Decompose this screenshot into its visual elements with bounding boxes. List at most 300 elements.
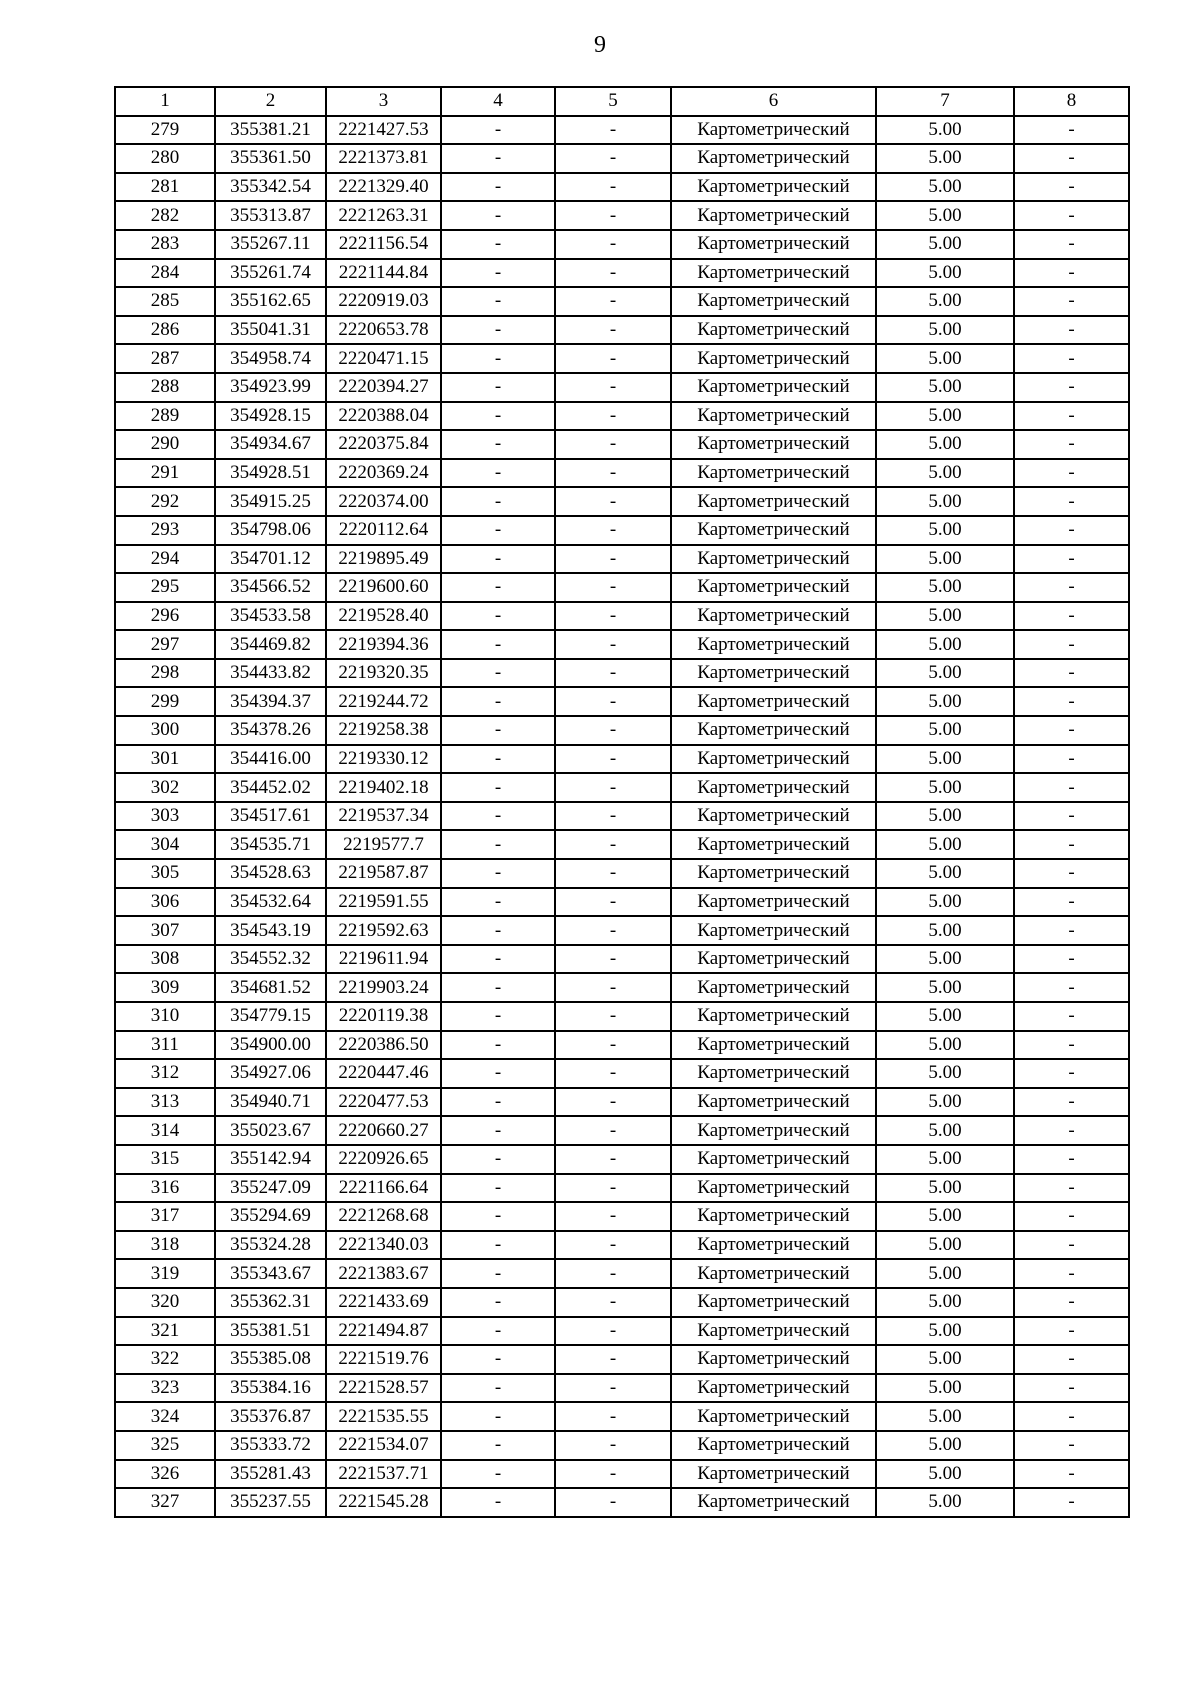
cell-y-coordinate: 2220119.38 bbox=[326, 1002, 441, 1031]
cell-method: Картометрический bbox=[671, 1002, 876, 1031]
cell-x-coordinate: 354433.82 bbox=[215, 659, 326, 688]
cell-y-coordinate: 2221433.69 bbox=[326, 1288, 441, 1317]
cell-col-5: - bbox=[555, 1202, 671, 1231]
cell-point-number: 295 bbox=[115, 573, 215, 602]
cell-col-4: - bbox=[441, 1402, 555, 1431]
cell-col-4: - bbox=[441, 259, 555, 288]
table-row bbox=[115, 630, 1129, 659]
cell-method: Картометрический bbox=[671, 173, 876, 202]
cell-y-coordinate: 2220471.15 bbox=[326, 344, 441, 373]
cell-col-8: - bbox=[1014, 602, 1129, 631]
cell-col-8: - bbox=[1014, 201, 1129, 230]
cell-accuracy: 5.00 bbox=[876, 144, 1014, 173]
cell-accuracy: 5.00 bbox=[876, 459, 1014, 488]
cell-x-coordinate: 355342.54 bbox=[215, 173, 326, 202]
cell-method: Картометрический bbox=[671, 116, 876, 145]
cell-x-coordinate: 355247.09 bbox=[215, 1174, 326, 1203]
cell-col-8: - bbox=[1014, 802, 1129, 831]
cell-point-number: 285 bbox=[115, 287, 215, 316]
cell-col-8: - bbox=[1014, 1231, 1129, 1260]
cell-accuracy: 5.00 bbox=[876, 973, 1014, 1002]
table-row bbox=[115, 916, 1129, 945]
cell-col-8: - bbox=[1014, 888, 1129, 917]
cell-accuracy: 5.00 bbox=[876, 316, 1014, 345]
cell-y-coordinate: 2219600.60 bbox=[326, 573, 441, 602]
cell-col-8: - bbox=[1014, 1317, 1129, 1346]
cell-x-coordinate: 355281.43 bbox=[215, 1460, 326, 1489]
cell-y-coordinate: 2221268.68 bbox=[326, 1202, 441, 1231]
cell-col-5: - bbox=[555, 1288, 671, 1317]
cell-x-coordinate: 355333.72 bbox=[215, 1431, 326, 1460]
cell-accuracy: 5.00 bbox=[876, 716, 1014, 745]
cell-col-8: - bbox=[1014, 116, 1129, 145]
cell-point-number: 299 bbox=[115, 687, 215, 716]
cell-point-number: 324 bbox=[115, 1402, 215, 1431]
cell-col-5: - bbox=[555, 1374, 671, 1403]
cell-col-8: - bbox=[1014, 287, 1129, 316]
cell-x-coordinate: 355237.55 bbox=[215, 1488, 326, 1517]
cell-col-4: - bbox=[441, 287, 555, 316]
cell-col-5: - bbox=[555, 659, 671, 688]
cell-col-4: - bbox=[441, 716, 555, 745]
cell-col-8: - bbox=[1014, 1145, 1129, 1174]
cell-x-coordinate: 355343.67 bbox=[215, 1259, 326, 1288]
cell-x-coordinate: 354416.00 bbox=[215, 745, 326, 774]
cell-method: Картометрический bbox=[671, 602, 876, 631]
cell-col-5: - bbox=[555, 1059, 671, 1088]
cell-point-number: 327 bbox=[115, 1488, 215, 1517]
coordinates-table bbox=[114, 86, 1130, 1518]
cell-col-8: - bbox=[1014, 916, 1129, 945]
cell-y-coordinate: 2221156.54 bbox=[326, 230, 441, 259]
cell-point-number: 317 bbox=[115, 1202, 215, 1231]
cell-x-coordinate: 355361.50 bbox=[215, 144, 326, 173]
cell-x-coordinate: 354552.32 bbox=[215, 945, 326, 974]
cell-col-5: - bbox=[555, 602, 671, 631]
cell-y-coordinate: 2219592.63 bbox=[326, 916, 441, 945]
cell-method: Картометрический bbox=[671, 802, 876, 831]
cell-y-coordinate: 2221383.67 bbox=[326, 1259, 441, 1288]
cell-y-coordinate: 2221263.31 bbox=[326, 201, 441, 230]
cell-x-coordinate: 355267.11 bbox=[215, 230, 326, 259]
cell-col-4: - bbox=[441, 1059, 555, 1088]
cell-col-4: - bbox=[441, 630, 555, 659]
column-header-2: 2 bbox=[215, 87, 326, 116]
cell-col-4: - bbox=[441, 802, 555, 831]
table-row bbox=[115, 1145, 1129, 1174]
cell-col-4: - bbox=[441, 1288, 555, 1317]
cell-col-5: - bbox=[555, 459, 671, 488]
cell-y-coordinate: 2221519.76 bbox=[326, 1345, 441, 1374]
cell-col-4: - bbox=[441, 1460, 555, 1489]
cell-col-8: - bbox=[1014, 545, 1129, 574]
cell-accuracy: 5.00 bbox=[876, 773, 1014, 802]
table-row bbox=[115, 373, 1129, 402]
cell-x-coordinate: 355381.51 bbox=[215, 1317, 326, 1346]
cell-method: Картометрический bbox=[671, 1174, 876, 1203]
cell-method: Картометрический bbox=[671, 1116, 876, 1145]
cell-method: Картометрический bbox=[671, 916, 876, 945]
cell-y-coordinate: 2220369.24 bbox=[326, 459, 441, 488]
cell-col-4: - bbox=[441, 945, 555, 974]
table-row bbox=[115, 1059, 1129, 1088]
cell-col-5: - bbox=[555, 230, 671, 259]
table-row bbox=[115, 716, 1129, 745]
cell-y-coordinate: 2221545.28 bbox=[326, 1488, 441, 1517]
table-row bbox=[115, 459, 1129, 488]
cell-col-4: - bbox=[441, 430, 555, 459]
cell-y-coordinate: 2220477.53 bbox=[326, 1088, 441, 1117]
cell-method: Картометрический bbox=[671, 745, 876, 774]
cell-col-5: - bbox=[555, 287, 671, 316]
table-row bbox=[115, 287, 1129, 316]
cell-point-number: 280 bbox=[115, 144, 215, 173]
table-row bbox=[115, 1116, 1129, 1145]
table-row bbox=[115, 687, 1129, 716]
cell-col-8: - bbox=[1014, 459, 1129, 488]
cell-col-5: - bbox=[555, 116, 671, 145]
cell-accuracy: 5.00 bbox=[876, 402, 1014, 431]
cell-x-coordinate: 354915.25 bbox=[215, 487, 326, 516]
cell-method: Картометрический bbox=[671, 888, 876, 917]
cell-accuracy: 5.00 bbox=[876, 201, 1014, 230]
cell-col-4: - bbox=[441, 402, 555, 431]
cell-col-8: - bbox=[1014, 344, 1129, 373]
cell-accuracy: 5.00 bbox=[876, 173, 1014, 202]
cell-method: Картометрический bbox=[671, 1288, 876, 1317]
cell-x-coordinate: 354394.37 bbox=[215, 687, 326, 716]
cell-method: Картометрический bbox=[671, 259, 876, 288]
cell-point-number: 297 bbox=[115, 630, 215, 659]
cell-point-number: 323 bbox=[115, 1374, 215, 1403]
table-row bbox=[115, 1431, 1129, 1460]
cell-accuracy: 5.00 bbox=[876, 1402, 1014, 1431]
cell-y-coordinate: 2220447.46 bbox=[326, 1059, 441, 1088]
cell-point-number: 283 bbox=[115, 230, 215, 259]
cell-method: Картометрический bbox=[671, 545, 876, 574]
cell-point-number: 307 bbox=[115, 916, 215, 945]
cell-method: Картометрический bbox=[671, 630, 876, 659]
cell-point-number: 300 bbox=[115, 716, 215, 745]
cell-method: Картометрический bbox=[671, 773, 876, 802]
cell-y-coordinate: 2221528.57 bbox=[326, 1374, 441, 1403]
cell-col-5: - bbox=[555, 1088, 671, 1117]
cell-accuracy: 5.00 bbox=[876, 1259, 1014, 1288]
cell-x-coordinate: 354779.15 bbox=[215, 1002, 326, 1031]
cell-x-coordinate: 354452.02 bbox=[215, 773, 326, 802]
cell-col-4: - bbox=[441, 1259, 555, 1288]
cell-method: Картометрический bbox=[671, 573, 876, 602]
cell-method: Картометрический bbox=[671, 973, 876, 1002]
table-row bbox=[115, 259, 1129, 288]
cell-method: Картометрический bbox=[671, 1202, 876, 1231]
cell-col-5: - bbox=[555, 173, 671, 202]
cell-point-number: 305 bbox=[115, 859, 215, 888]
cell-method: Картометрический bbox=[671, 144, 876, 173]
cell-y-coordinate: 2221373.81 bbox=[326, 144, 441, 173]
table-row bbox=[115, 487, 1129, 516]
cell-col-8: - bbox=[1014, 973, 1129, 1002]
cell-point-number: 312 bbox=[115, 1059, 215, 1088]
cell-col-8: - bbox=[1014, 630, 1129, 659]
table-row bbox=[115, 1317, 1129, 1346]
cell-point-number: 315 bbox=[115, 1145, 215, 1174]
cell-method: Картометрический bbox=[671, 373, 876, 402]
cell-point-number: 290 bbox=[115, 430, 215, 459]
table-row bbox=[115, 1259, 1129, 1288]
cell-accuracy: 5.00 bbox=[876, 1031, 1014, 1060]
cell-accuracy: 5.00 bbox=[876, 802, 1014, 831]
cell-point-number: 279 bbox=[115, 116, 215, 145]
table-row bbox=[115, 859, 1129, 888]
cell-col-8: - bbox=[1014, 1174, 1129, 1203]
cell-col-8: - bbox=[1014, 573, 1129, 602]
cell-col-4: - bbox=[441, 316, 555, 345]
cell-col-8: - bbox=[1014, 1288, 1129, 1317]
cell-col-5: - bbox=[555, 1031, 671, 1060]
cell-accuracy: 5.00 bbox=[876, 1145, 1014, 1174]
cell-col-8: - bbox=[1014, 259, 1129, 288]
cell-col-5: - bbox=[555, 1002, 671, 1031]
table-row bbox=[115, 144, 1129, 173]
cell-x-coordinate: 354928.15 bbox=[215, 402, 326, 431]
cell-method: Картометрический bbox=[671, 459, 876, 488]
table-row bbox=[115, 1488, 1129, 1517]
cell-accuracy: 5.00 bbox=[876, 1002, 1014, 1031]
cell-point-number: 321 bbox=[115, 1317, 215, 1346]
cell-col-5: - bbox=[555, 773, 671, 802]
cell-point-number: 303 bbox=[115, 802, 215, 831]
cell-col-5: - bbox=[555, 1174, 671, 1203]
table-row bbox=[115, 402, 1129, 431]
cell-accuracy: 5.00 bbox=[876, 1059, 1014, 1088]
table-body bbox=[115, 116, 1129, 1517]
cell-col-4: - bbox=[441, 1145, 555, 1174]
table-row bbox=[115, 1374, 1129, 1403]
cell-accuracy: 5.00 bbox=[876, 1488, 1014, 1517]
cell-col-4: - bbox=[441, 916, 555, 945]
cell-method: Картометрический bbox=[671, 1259, 876, 1288]
cell-col-8: - bbox=[1014, 487, 1129, 516]
cell-y-coordinate: 2220386.50 bbox=[326, 1031, 441, 1060]
cell-x-coordinate: 354928.51 bbox=[215, 459, 326, 488]
cell-x-coordinate: 354528.63 bbox=[215, 859, 326, 888]
cell-method: Картометрический bbox=[671, 1345, 876, 1374]
cell-col-4: - bbox=[441, 373, 555, 402]
cell-col-5: - bbox=[555, 888, 671, 917]
cell-x-coordinate: 354701.12 bbox=[215, 545, 326, 574]
cell-y-coordinate: 2219320.35 bbox=[326, 659, 441, 688]
table-row bbox=[115, 516, 1129, 545]
cell-col-5: - bbox=[555, 516, 671, 545]
cell-accuracy: 5.00 bbox=[876, 259, 1014, 288]
column-header-1: 1 bbox=[115, 87, 215, 116]
cell-accuracy: 5.00 bbox=[876, 659, 1014, 688]
cell-col-5: - bbox=[555, 1116, 671, 1145]
table-row bbox=[115, 888, 1129, 917]
cell-col-8: - bbox=[1014, 1402, 1129, 1431]
cell-y-coordinate: 2219577.7 bbox=[326, 830, 441, 859]
cell-y-coordinate: 2221427.53 bbox=[326, 116, 441, 145]
table-row bbox=[115, 1174, 1129, 1203]
cell-col-8: - bbox=[1014, 773, 1129, 802]
cell-accuracy: 5.00 bbox=[876, 573, 1014, 602]
cell-col-4: - bbox=[441, 888, 555, 917]
cell-x-coordinate: 355376.87 bbox=[215, 1402, 326, 1431]
cell-col-8: - bbox=[1014, 1059, 1129, 1088]
cell-point-number: 308 bbox=[115, 945, 215, 974]
cell-col-8: - bbox=[1014, 659, 1129, 688]
column-header-4: 4 bbox=[441, 87, 555, 116]
cell-x-coordinate: 354798.06 bbox=[215, 516, 326, 545]
cell-col-4: - bbox=[441, 459, 555, 488]
cell-col-8: - bbox=[1014, 1488, 1129, 1517]
table-row bbox=[115, 773, 1129, 802]
cell-point-number: 309 bbox=[115, 973, 215, 1002]
cell-col-4: - bbox=[441, 116, 555, 145]
cell-col-4: - bbox=[441, 1345, 555, 1374]
cell-col-8: - bbox=[1014, 1259, 1129, 1288]
cell-col-4: - bbox=[441, 1431, 555, 1460]
cell-col-4: - bbox=[441, 516, 555, 545]
cell-col-5: - bbox=[555, 1431, 671, 1460]
cell-point-number: 288 bbox=[115, 373, 215, 402]
cell-method: Картометрический bbox=[671, 1031, 876, 1060]
cell-method: Картометрический bbox=[671, 516, 876, 545]
cell-col-4: - bbox=[441, 230, 555, 259]
cell-point-number: 319 bbox=[115, 1259, 215, 1288]
cell-accuracy: 5.00 bbox=[876, 1202, 1014, 1231]
cell-method: Картометрический bbox=[671, 344, 876, 373]
cell-col-5: - bbox=[555, 830, 671, 859]
cell-method: Картометрический bbox=[671, 659, 876, 688]
table-row bbox=[115, 116, 1129, 145]
table-row bbox=[115, 316, 1129, 345]
cell-method: Картометрический bbox=[671, 402, 876, 431]
cell-point-number: 289 bbox=[115, 402, 215, 431]
cell-col-4: - bbox=[441, 144, 555, 173]
cell-accuracy: 5.00 bbox=[876, 859, 1014, 888]
cell-y-coordinate: 2221534.07 bbox=[326, 1431, 441, 1460]
cell-col-8: - bbox=[1014, 402, 1129, 431]
cell-y-coordinate: 2220112.64 bbox=[326, 516, 441, 545]
table-row bbox=[115, 1288, 1129, 1317]
cell-y-coordinate: 2219244.72 bbox=[326, 687, 441, 716]
cell-y-coordinate: 2219587.87 bbox=[326, 859, 441, 888]
cell-method: Картометрический bbox=[671, 230, 876, 259]
cell-col-4: - bbox=[441, 1374, 555, 1403]
cell-y-coordinate: 2219528.40 bbox=[326, 602, 441, 631]
cell-x-coordinate: 354535.71 bbox=[215, 830, 326, 859]
cell-x-coordinate: 354934.67 bbox=[215, 430, 326, 459]
cell-col-4: - bbox=[441, 1088, 555, 1117]
table-row bbox=[115, 659, 1129, 688]
cell-y-coordinate: 2219402.18 bbox=[326, 773, 441, 802]
cell-point-number: 282 bbox=[115, 201, 215, 230]
cell-accuracy: 5.00 bbox=[876, 545, 1014, 574]
cell-accuracy: 5.00 bbox=[876, 1116, 1014, 1145]
cell-method: Картометрический bbox=[671, 1088, 876, 1117]
table-row bbox=[115, 573, 1129, 602]
cell-x-coordinate: 354533.58 bbox=[215, 602, 326, 631]
cell-point-number: 306 bbox=[115, 888, 215, 917]
table-row bbox=[115, 230, 1129, 259]
cell-x-coordinate: 354469.82 bbox=[215, 630, 326, 659]
cell-col-8: - bbox=[1014, 745, 1129, 774]
table-row bbox=[115, 602, 1129, 631]
cell-col-5: - bbox=[555, 687, 671, 716]
cell-y-coordinate: 2219394.36 bbox=[326, 630, 441, 659]
cell-col-4: - bbox=[441, 687, 555, 716]
cell-x-coordinate: 355384.16 bbox=[215, 1374, 326, 1403]
cell-col-4: - bbox=[441, 659, 555, 688]
cell-accuracy: 5.00 bbox=[876, 1374, 1014, 1403]
cell-method: Картометрический bbox=[671, 830, 876, 859]
cell-accuracy: 5.00 bbox=[876, 1317, 1014, 1346]
cell-x-coordinate: 354378.26 bbox=[215, 716, 326, 745]
cell-col-4: - bbox=[441, 1002, 555, 1031]
cell-y-coordinate: 2220653.78 bbox=[326, 316, 441, 345]
table-header-row bbox=[115, 87, 1129, 116]
cell-point-number: 292 bbox=[115, 487, 215, 516]
cell-col-8: - bbox=[1014, 1374, 1129, 1403]
cell-point-number: 310 bbox=[115, 1002, 215, 1031]
cell-col-5: - bbox=[555, 859, 671, 888]
cell-col-8: - bbox=[1014, 830, 1129, 859]
cell-col-5: - bbox=[555, 487, 671, 516]
cell-col-4: - bbox=[441, 1488, 555, 1517]
cell-method: Картометрический bbox=[671, 1402, 876, 1431]
cell-col-4: - bbox=[441, 859, 555, 888]
cell-col-5: - bbox=[555, 344, 671, 373]
cell-col-5: - bbox=[555, 716, 671, 745]
cell-point-number: 281 bbox=[115, 173, 215, 202]
cell-accuracy: 5.00 bbox=[876, 516, 1014, 545]
cell-y-coordinate: 2219903.24 bbox=[326, 973, 441, 1002]
cell-col-5: - bbox=[555, 144, 671, 173]
cell-col-8: - bbox=[1014, 945, 1129, 974]
column-header-8: 8 bbox=[1014, 87, 1129, 116]
cell-y-coordinate: 2221537.71 bbox=[326, 1460, 441, 1489]
table-row bbox=[115, 1231, 1129, 1260]
cell-accuracy: 5.00 bbox=[876, 687, 1014, 716]
cell-point-number: 284 bbox=[115, 259, 215, 288]
cell-col-8: - bbox=[1014, 516, 1129, 545]
cell-x-coordinate: 355362.31 bbox=[215, 1288, 326, 1317]
cell-col-4: - bbox=[441, 1231, 555, 1260]
table-row bbox=[115, 545, 1129, 574]
cell-x-coordinate: 355294.69 bbox=[215, 1202, 326, 1231]
cell-x-coordinate: 355261.74 bbox=[215, 259, 326, 288]
cell-col-5: - bbox=[555, 316, 671, 345]
cell-method: Картометрический bbox=[671, 1059, 876, 1088]
cell-method: Картометрический bbox=[671, 287, 876, 316]
cell-col-4: - bbox=[441, 173, 555, 202]
cell-y-coordinate: 2219611.94 bbox=[326, 945, 441, 974]
cell-x-coordinate: 355041.31 bbox=[215, 316, 326, 345]
column-header-3: 3 bbox=[326, 87, 441, 116]
cell-point-number: 291 bbox=[115, 459, 215, 488]
table-row bbox=[115, 1088, 1129, 1117]
cell-method: Картометрический bbox=[671, 1317, 876, 1346]
cell-y-coordinate: 2221494.87 bbox=[326, 1317, 441, 1346]
cell-col-5: - bbox=[555, 545, 671, 574]
cell-accuracy: 5.00 bbox=[876, 116, 1014, 145]
cell-point-number: 296 bbox=[115, 602, 215, 631]
cell-col-4: - bbox=[441, 201, 555, 230]
cell-col-4: - bbox=[441, 545, 555, 574]
table-row bbox=[115, 173, 1129, 202]
